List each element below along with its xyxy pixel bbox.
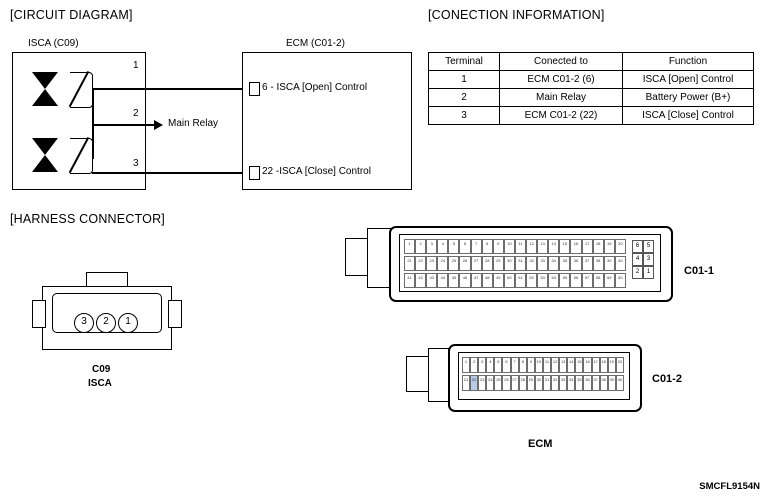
pin-cell: 36 (570, 256, 581, 271)
pin-label-3: 3 (133, 158, 139, 169)
pin-cell: 33 (537, 256, 548, 271)
pin-cell: 35 (575, 375, 583, 391)
pin-cell: 42 (415, 273, 426, 288)
pin-cell: 22 (470, 375, 478, 391)
table-row (429, 71, 754, 89)
header-connected-to: Conected to (500, 53, 623, 71)
pin-cell: 3 (426, 239, 437, 254)
pin-cell: 2 (470, 357, 478, 373)
connection-info-title: [CONECTION INFORMATION] (428, 8, 605, 22)
connection-information-table (428, 52, 754, 125)
pin-cell: 41 (404, 273, 415, 288)
pin-cell: 20 (616, 357, 624, 373)
pin-cell: 10 (504, 239, 515, 254)
pin-cell: 27 (511, 375, 519, 391)
pin-cell: 29 (527, 375, 535, 391)
pin-cell: 3 (478, 357, 486, 373)
pin-cell: 16 (583, 357, 591, 373)
pin-cell: 11 (543, 357, 551, 373)
pin-cell: 20 (615, 239, 626, 254)
c011-neck-left (345, 238, 369, 276)
ecm-device-label: ECM (528, 438, 553, 450)
pin-cell: 37 (582, 256, 593, 271)
table-header-row (429, 53, 754, 71)
c011-pin-row-3 (404, 273, 626, 288)
pin-cell: 19 (604, 239, 615, 254)
pin-cell: 49 (493, 273, 504, 288)
pin-cell: 13 (537, 239, 548, 254)
side-pin-cell: 6 (632, 240, 643, 253)
pin-cell: 57 (582, 273, 593, 288)
pin-cell: 25 (448, 256, 459, 271)
harness-right-tab (168, 300, 182, 328)
pin-cell: 23 (478, 375, 486, 391)
c011-pin-row-2 (404, 256, 626, 271)
pin-cell: 18 (600, 357, 608, 373)
pin-cell: 6 (459, 239, 470, 254)
cell-function: Battery Power (B+) (623, 89, 754, 107)
isca-coil-lower-bowtie-icon (32, 138, 58, 172)
pin-cell: 28 (519, 375, 527, 391)
pin-cell: 8 (519, 357, 527, 373)
pin-cell: 28 (482, 256, 493, 271)
c011-pin-row-1 (404, 239, 626, 254)
pin-cell: 7 (511, 357, 519, 373)
pin1-wire (92, 88, 242, 90)
pin-cell: 4 (437, 239, 448, 254)
pin-cell: 5 (448, 239, 459, 254)
c011-neck-mid (367, 228, 391, 288)
pin-cell: 60 (615, 273, 626, 288)
pin-cell: 17 (582, 239, 593, 254)
side-pin-cell: 3 (643, 253, 654, 266)
pin-cell: 30 (535, 375, 543, 391)
isca-coil-upper-bracket-icon (70, 72, 93, 108)
header-terminal: Terminal (429, 53, 500, 71)
pin-cell: 44 (437, 273, 448, 288)
pin3-wire (92, 172, 242, 174)
isca-coil-lower-bracket-icon (70, 138, 93, 174)
c012-pin-row-2 (462, 375, 624, 391)
pin-cell: 38 (600, 375, 608, 391)
pin-cell: 21 (404, 256, 415, 271)
pin-cell: 59 (604, 273, 615, 288)
pin-cell: 14 (567, 357, 575, 373)
cell-connected-to: ECM C01-2 (22) (500, 107, 623, 125)
main-relay-arrow-icon (154, 120, 163, 130)
pin-cell: 12 (526, 239, 537, 254)
pin-cell: 9 (493, 239, 504, 254)
pin-label-1: 1 (133, 60, 139, 71)
cell-function: ISCA [Open] Control (623, 71, 754, 89)
pin-cell: 46 (459, 273, 470, 288)
pin-cell: 56 (570, 273, 581, 288)
c012-pin-row-1 (462, 357, 624, 373)
pin-cell: 33 (559, 375, 567, 391)
pin-cell: 32 (551, 375, 559, 391)
pin-cell: 31 (515, 256, 526, 271)
pin-cell: 40 (615, 256, 626, 271)
pin-cell: 7 (471, 239, 482, 254)
pin-cell: 12 (551, 357, 559, 373)
ecm-terminal-6-marker (249, 82, 260, 96)
pin-cell: 16 (570, 239, 581, 254)
figure-code: SMCFL9154N (699, 481, 760, 492)
cell-connected-to: Main Relay (500, 89, 623, 107)
pin-cell: 43 (426, 273, 437, 288)
pin-cell: 34 (548, 256, 559, 271)
cell-terminal: 2 (429, 89, 500, 107)
pin-cell: 30 (504, 256, 515, 271)
pin-cell: 1 (404, 239, 415, 254)
pin-cell: 38 (593, 256, 604, 271)
pin-cell: 24 (486, 375, 494, 391)
harness-name-line2: ISCA (88, 378, 112, 389)
pin-cell: 13 (559, 357, 567, 373)
main-relay-wire (122, 124, 154, 126)
pin-cell: 8 (482, 239, 493, 254)
harness-connector-title: [HARNESS CONNECTOR] (10, 212, 165, 226)
pin-cell: 39 (608, 375, 616, 391)
ecm-terminal-22-marker (249, 166, 260, 180)
pin-cell: 9 (527, 357, 535, 373)
pin-cell: 52 (526, 273, 537, 288)
pin-cell: 39 (604, 256, 615, 271)
side-pin-cell: 4 (632, 253, 643, 266)
pin-label-2: 2 (133, 108, 139, 119)
table-row (429, 89, 754, 107)
pin-cell: 55 (559, 273, 570, 288)
cell-terminal: 1 (429, 71, 500, 89)
pin-cell: 15 (559, 239, 570, 254)
side-pin-cell: 1 (643, 266, 654, 279)
pin-cell: 5 (494, 357, 502, 373)
pin-cell: 18 (593, 239, 604, 254)
header-function: Function (623, 53, 754, 71)
side-pin-cell: 5 (643, 240, 654, 253)
cell-function: ISCA [Close] Control (623, 107, 754, 125)
pin-cell: 26 (459, 256, 470, 271)
pin-cell: 36 (583, 375, 591, 391)
pin-cell: 50 (504, 273, 515, 288)
pin-cell: 1 (462, 357, 470, 373)
isca-coil-upper-bowtie-icon (32, 72, 58, 106)
ecm-pin-open-label: 6 - ISCA [Open] Control (262, 82, 368, 93)
harness-pin-3: 3 (74, 313, 94, 333)
pin-cell: 32 (526, 256, 537, 271)
pin-cell: 24 (437, 256, 448, 271)
harness-name-line1: C09 (92, 364, 111, 375)
table-row (429, 107, 754, 125)
c012-label: C01-2 (652, 373, 682, 385)
ecm-block-label: ECM (C01-2) (286, 38, 345, 49)
cell-connected-to: ECM C01-2 (6) (500, 71, 623, 89)
pin-cell: 34 (567, 375, 575, 391)
c012-neck-left (406, 356, 430, 392)
pin-cell: 10 (535, 357, 543, 373)
main-relay-label: Main Relay (168, 118, 219, 129)
harness-pin-2: 2 (96, 313, 116, 333)
pin-cell: 45 (448, 273, 459, 288)
pin-cell: 19 (608, 357, 616, 373)
circuit-diagram-title: [CIRCUIT DIAGRAM] (10, 8, 133, 22)
c011-label: C01-1 (684, 265, 714, 277)
pin-cell: 2 (415, 239, 426, 254)
harness-pin-1: 1 (118, 313, 138, 333)
pin-cell: 4 (486, 357, 494, 373)
pin-cell: 29 (493, 256, 504, 271)
pin-cell: 21 (462, 375, 470, 391)
pin-cell: 40 (616, 375, 624, 391)
isca-block-label: ISCA (C09) (28, 38, 79, 49)
pin-cell: 53 (537, 273, 548, 288)
side-pin-cell: 2 (632, 266, 643, 279)
pin-cell: 22 (415, 256, 426, 271)
pin-cell: 51 (515, 273, 526, 288)
harness-left-tab (32, 300, 46, 328)
ecm-pin-close-label: 22 -ISCA [Close] Control (262, 166, 371, 177)
cell-terminal: 3 (429, 107, 500, 125)
pin-cell: 6 (502, 357, 510, 373)
pin-cell: 15 (575, 357, 583, 373)
pin-cell: 31 (543, 375, 551, 391)
pin-cell: 47 (471, 273, 482, 288)
pin-cell: 23 (426, 256, 437, 271)
pin-cell: 25 (494, 375, 502, 391)
pin-cell: 35 (559, 256, 570, 271)
pin-cell: 14 (548, 239, 559, 254)
pin-cell: 54 (548, 273, 559, 288)
isca-internal-tap-wire (92, 124, 122, 126)
c012-neck-mid (428, 348, 450, 402)
pin-cell: 48 (482, 273, 493, 288)
pin-cell: 26 (502, 375, 510, 391)
pin-cell: 17 (592, 357, 600, 373)
pin-cell: 11 (515, 239, 526, 254)
pin-cell: 37 (592, 375, 600, 391)
pin-cell: 58 (593, 273, 604, 288)
c011-side-pin-block (632, 240, 654, 279)
pin-cell: 27 (471, 256, 482, 271)
